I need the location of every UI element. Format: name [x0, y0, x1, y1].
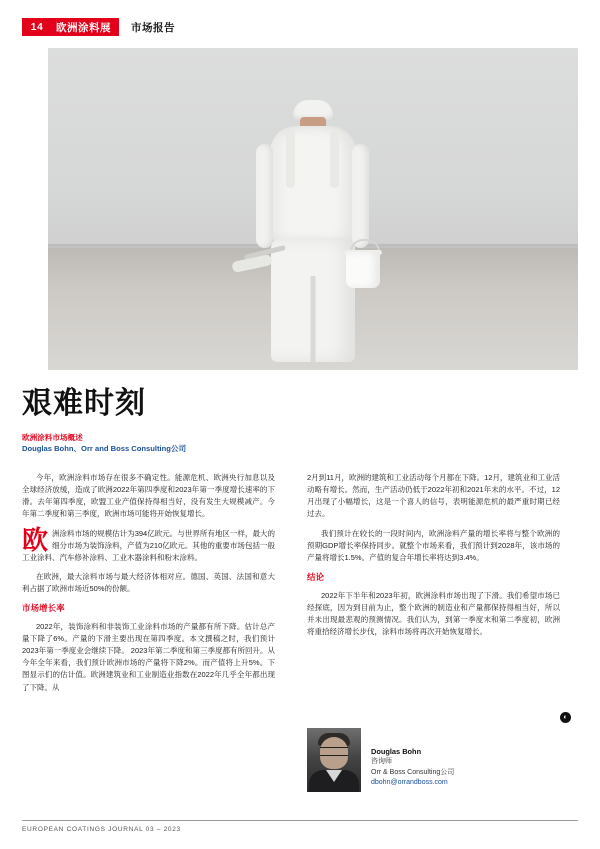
paragraph: 2月到11月，欧洲的建筑和工业活动每个月都在下降。12月，建筑业和工业活动略有增长。然而，生产活动仍低于2022年初和2021年末的水平。不过，12月出现了小幅增长，这是一个喜人的信号，表明能源危机的最严重时期已经过去。	[307, 473, 560, 519]
dropcap-paragraph	[22, 524, 275, 564]
painter-torso	[270, 126, 356, 242]
painter-figure	[238, 100, 388, 370]
standfirst	[22, 432, 186, 454]
author-role: 咨询师	[371, 758, 392, 766]
paragraph: 2022年，装饰涂料和非装饰工业涂料市场的产量都有所下降。估计总产量下降了6%。产量的下滑主要出现在第四季度。本文撰稿之时，我们预计2023年第一季度业会继续下降。 2023年第二季度和第三季度都有所回升。从今年全年来看，我们预计欧洲市场的产量将下降2%。而产值将上升5%。下图显示们的估计值。欧洲建筑业和工业制造业指数在2022年几乎全年都出现了下降。从	[22, 621, 275, 692]
painter-strap-right	[330, 130, 339, 188]
section-title: 市场报告	[131, 21, 175, 34]
byline: Douglas Bohn、Orr and Boss Consulting公司	[22, 444, 187, 453]
author-bio	[307, 728, 560, 792]
article-column-right	[307, 472, 560, 645]
dropcap-letter: 欧	[22, 524, 49, 555]
page-footer: EUROPEAN COATINGS JOURNAL 03 – 2023	[22, 820, 578, 833]
article-end-marker: ◐	[560, 712, 571, 723]
painter-leg-split	[311, 276, 316, 362]
page-header	[22, 18, 578, 36]
glasses-icon	[320, 747, 348, 756]
page-title: 艰难时刻	[22, 387, 146, 420]
subheading-market-growth: 市场增长率	[22, 603, 65, 614]
paragraph: 今年，欧洲涂料市场存在很多不确定性。能源危机、欧洲央行加息以及全球经济放缓，造成了欧洲2022年第四季度和2023年第一季度增长速率的下滑。去年第四季度，欧盟工业产值保持得相当好，没有发生大规模减产。今年第二季度和第三季度，欧洲市场可能将开始恢复增长。	[22, 473, 275, 519]
author-email[interactable]: dbohn@orrandboss.com	[371, 779, 448, 787]
author-details	[371, 728, 454, 792]
hero-credit-wrapper	[40, 48, 50, 370]
paragraph: 2022年下半年和2023年初，欧洲涂料市场出现了下滑。我们希望市场已经探底，因为到目前为止，整个欧洲的制造业和产量都保持得相当好，所以并未出现最悲观的预测情况。我们认为，到第一季度末和第二季度初，欧洲将重拾经济增长步伐，涂料市场将再次开始恢复增长。	[307, 590, 560, 637]
hero-image	[48, 48, 578, 370]
painter-arm-left	[256, 144, 273, 248]
paint-bucket-icon	[346, 252, 380, 288]
author-company: Orr & Boss Consulting公司	[371, 768, 455, 776]
subheading-conclusion: 结论	[307, 571, 325, 582]
page-number: 14	[22, 18, 52, 36]
article-column-left	[22, 472, 275, 701]
painter-arm-right	[352, 144, 369, 248]
publication-title: 欧洲涂料展	[52, 18, 119, 36]
paragraph: 我们预计在较长的一段时间内，欧洲涂料产量的增长率将与整个欧洲的预期GDP增长率保持同步。就整个市场来看，我们预计到2028年，该市场的产量将增长1.5%。产值的复合年增长率将达到3.4%。	[307, 528, 560, 562]
paragraph: 在欧洲，最大涂料市场与最大经济体相对应。德国、英国、法国和意大利占据了欧洲市场近50%的份额。	[22, 571, 275, 594]
paint-roller-icon	[231, 254, 272, 273]
dropcap-paragraph-text: 洲涂料市场的规模估计为394亿欧元。与世界所有地区一样，最大的细分市场为装饰涂料，产值为210亿欧元。其他的重要市场包括一般工业涂料、汽车修补涂料、工业木器涂料和粉末涂料。	[22, 528, 275, 562]
avatar	[307, 728, 361, 792]
standfirst-text: 欧洲涂料市场概述	[22, 433, 83, 442]
author-name: Douglas Bohn	[371, 747, 422, 756]
painter-strap-left	[286, 130, 295, 188]
